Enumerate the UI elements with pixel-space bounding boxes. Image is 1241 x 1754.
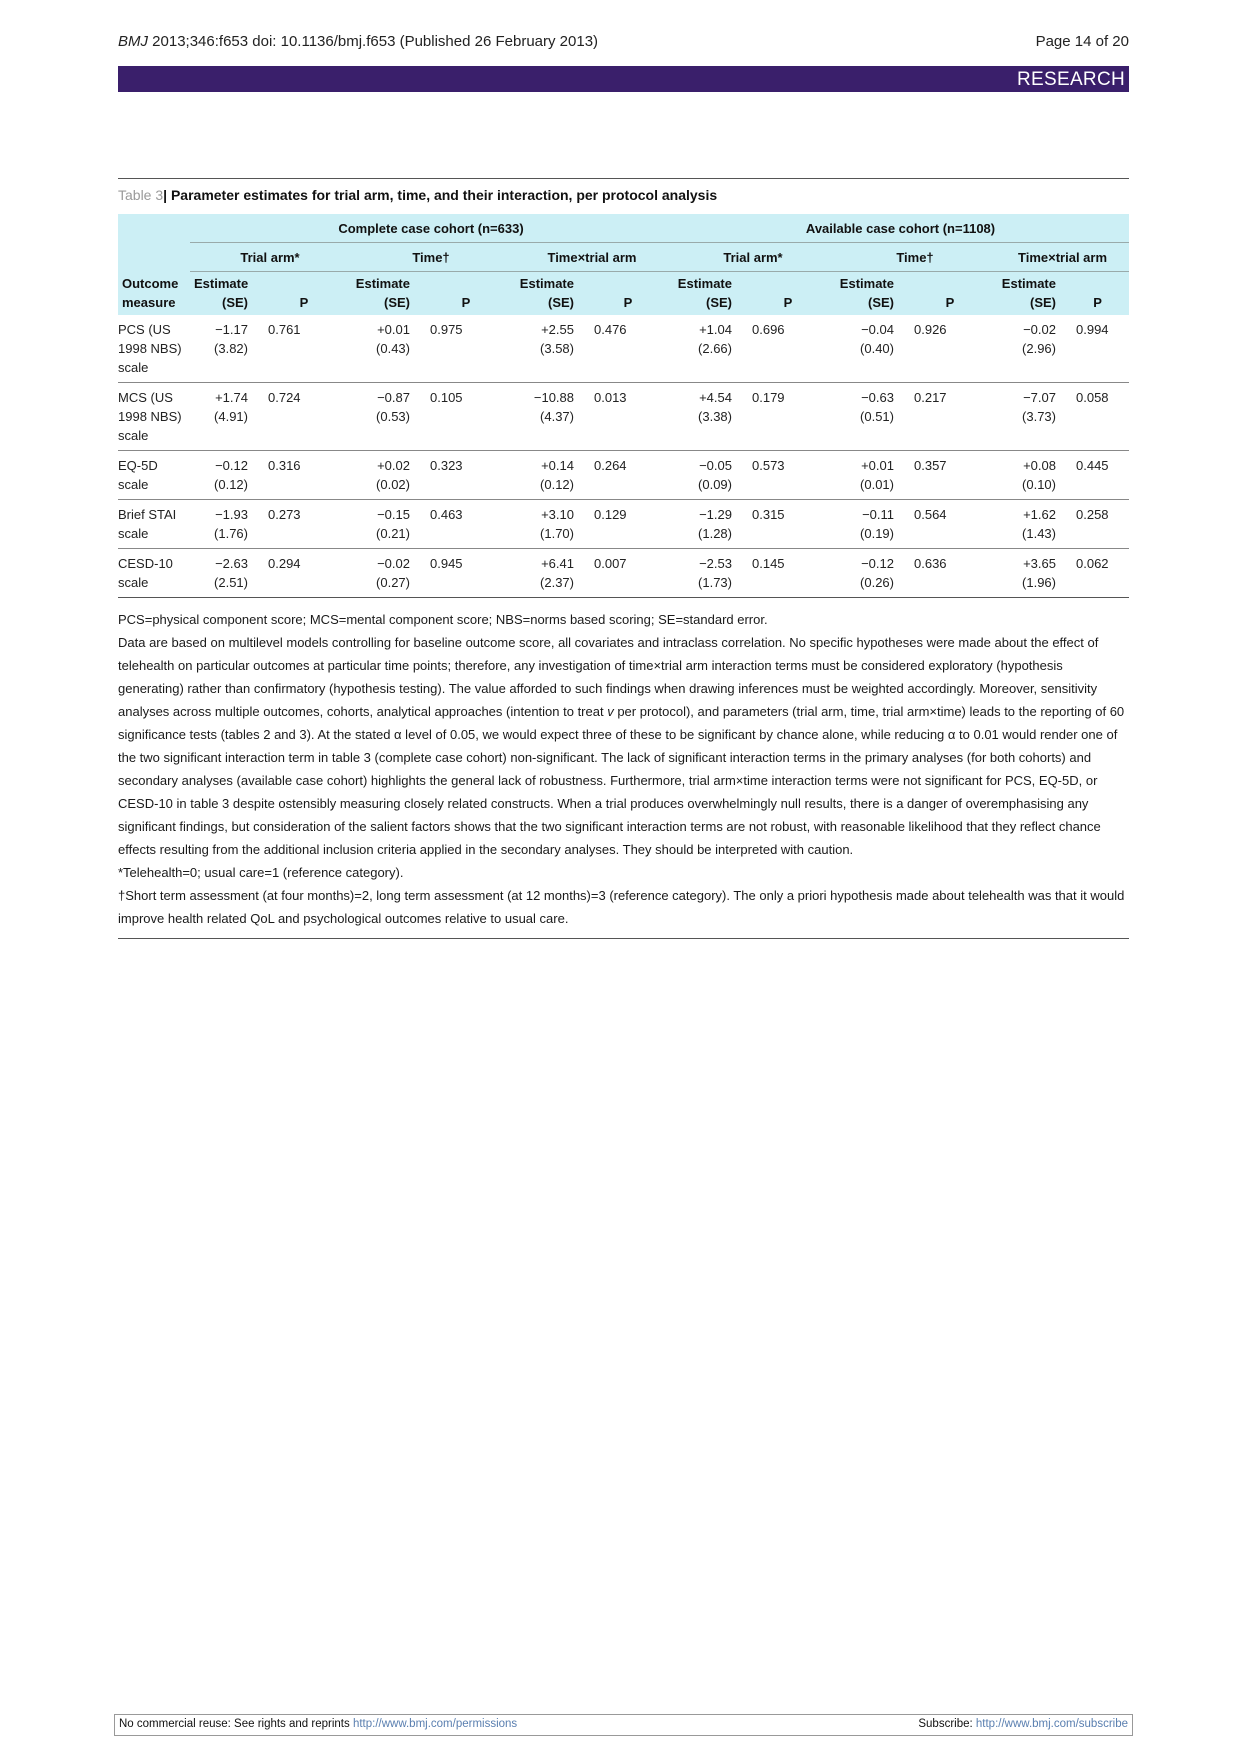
p-value-header: P xyxy=(1066,272,1129,316)
estimate-cell: +1.04 (2.66) xyxy=(698,322,732,356)
estimate-cell: +3.65 (1.96) xyxy=(1022,556,1056,590)
p-value-cell: 0.476 xyxy=(594,322,627,337)
p-value-cell: 0.062 xyxy=(1076,556,1109,571)
estimate-cell: −7.07 (3.73) xyxy=(1022,390,1056,424)
rights-note: No commercial reuse: See rights and reprints http://www.bmj.com/permissions xyxy=(119,1718,518,1730)
estimate-cell: −0.02 (0.27) xyxy=(376,556,410,590)
effect-header: Time×trial arm xyxy=(996,243,1129,272)
p-value-cell: 0.926 xyxy=(914,322,947,337)
cohort-header-complete: Complete case cohort (n=633) xyxy=(190,214,672,243)
journal-name: BMJ xyxy=(118,33,148,50)
estimate-cell: +0.02 (0.02) xyxy=(376,458,410,492)
estimate-cell: +6.41 (2.37) xyxy=(540,556,574,590)
p-value-header: P xyxy=(904,272,996,316)
p-value-header: P xyxy=(420,272,512,316)
table-label: Table 3 xyxy=(118,187,164,203)
p-value-cell: 0.273 xyxy=(268,507,301,522)
subscribe-link[interactable]: http://www.bmj.com/subscribe xyxy=(975,1718,1128,1730)
methods-note: Data are based on multilevel models controlling for baseline outcome score, all covariates and intraclass correlation. No specific hypotheses were made about the effect of telehealth on particular outcomes at particular time points; therefore, any investigation of time×trial arm interaction terms must be considered exploratory (hypothesis generating) rather than confirmatory (hypothesis testing). The value afforded to such findings when drawing inferences must be weighted accordingly. Moreover, sensitivity analyses across multiple outcomes, cohorts, analytical approaches (intention to treat v per protocol), and parameters (trial arm, time, trial arm×time) leads to the reporting of 60 significance tests (tables 2 and 3). At the stated α level of 0.05, we would expect three of these to be significant by chance alone, while reducing α to 0.01 would render one of the two significant interaction term in table 3 (complete case cohort) non-significant. The lack of significant interaction terms in the primary analyses (for both cohorts) and secondary analyses (available case cohort) highlights the general lack of robustness. Furthermore, trial arm×time interaction terms were not significant for PCS, EQ-5D, or CESD-10 in table 3 despite ostensibly measuring closely related constructs. When a trial produces overwhelmingly null results, there is a danger of overemphasising any significant findings, but consideration of the salient factors shows that the two significant interaction terms are not robust, with reasonable likelihood that they reflect chance effects resulting from the additional inclusion criteria applied in the secondary analyses. They should be interpreted with caution. xyxy=(118,635,1125,857)
table-caption xyxy=(118,187,1129,203)
estimate-cell: −0.63 (0.51) xyxy=(860,390,894,424)
footnote-trial-arm: *Telehealth=0; usual care=1 (reference category). xyxy=(118,865,404,880)
table-row xyxy=(118,500,1129,549)
permissions-link[interactable]: http://www.bmj.com/permissions xyxy=(352,1718,518,1730)
p-value-header: P xyxy=(258,272,350,316)
table-title: | Parameter estimates for trial arm, time, and their interaction, per protocol analysis xyxy=(163,187,718,203)
footnote-time: †Short term assessment (at four months)=2, long term assessment (at 12 months)=3 (reference category). The only a priori hypothesis made about telehealth was that it would improve health related QoL and psychological outcomes relative to usual care. xyxy=(118,888,1125,926)
page-footer xyxy=(114,1714,1133,1736)
table-row xyxy=(118,315,1129,383)
page-number: Page 14 of 20 xyxy=(1035,33,1129,50)
estimate-cell: +0.01 (0.01) xyxy=(860,458,894,492)
estimate-se-header: Estimate (SE) xyxy=(350,272,420,316)
p-value-header: P xyxy=(742,272,834,316)
estimate-cell: +0.14 (0.12) xyxy=(540,458,574,492)
effect-header: Trial arm* xyxy=(672,243,834,272)
p-value-cell: 0.145 xyxy=(752,556,785,571)
estimate-cell: −1.29 (1.28) xyxy=(698,507,732,541)
p-value-cell: 0.564 xyxy=(914,507,947,522)
table-container xyxy=(118,178,1129,598)
subscribe-note: Subscribe: http://www.bmj.com/subscribe xyxy=(918,1718,1128,1730)
results-table xyxy=(118,214,1129,598)
estimate-cell: +4.54 (3.38) xyxy=(698,390,732,424)
effect-header: Time† xyxy=(350,243,512,272)
estimate-se-header: Estimate (SE) xyxy=(512,272,584,316)
p-value-cell: 0.724 xyxy=(268,390,301,405)
estimate-cell: +2.55 (3.58) xyxy=(540,322,574,356)
p-value-cell: 0.994 xyxy=(1076,322,1109,337)
p-value-cell: 0.129 xyxy=(594,507,627,522)
p-value-cell: 0.105 xyxy=(430,390,463,405)
table-header xyxy=(118,214,1129,315)
table-row xyxy=(118,549,1129,598)
p-value-cell: 0.007 xyxy=(594,556,627,571)
table-row xyxy=(118,451,1129,500)
p-value-cell: 0.264 xyxy=(594,458,627,473)
estimate-cell: +1.62 (1.43) xyxy=(1022,507,1056,541)
estimate-cell: +3.10 (1.70) xyxy=(540,507,574,541)
outcome-measure-cell: Brief STAI scale xyxy=(118,507,177,541)
estimate-se-header: Estimate (SE) xyxy=(672,272,742,316)
notes-divider xyxy=(118,930,1129,939)
outcome-measure-cell: EQ-5D scale xyxy=(118,458,158,492)
p-value-cell: 0.636 xyxy=(914,556,947,571)
p-value-cell: 0.445 xyxy=(1076,458,1109,473)
estimate-se-header: Estimate (SE) xyxy=(996,272,1066,316)
p-value-cell: 0.975 xyxy=(430,322,463,337)
p-value-cell: 0.294 xyxy=(268,556,301,571)
estimate-cell: −0.11 (0.19) xyxy=(860,507,894,541)
estimate-cell: −2.53 (1.73) xyxy=(698,556,732,590)
outcome-measure-cell: CESD-10 scale xyxy=(118,556,173,590)
estimate-se-header: Estimate (SE) xyxy=(834,272,904,316)
p-value-cell: 0.761 xyxy=(268,322,301,337)
estimate-cell: −0.12 (0.26) xyxy=(860,556,894,590)
running-header xyxy=(118,33,1129,50)
p-value-header: P xyxy=(584,272,672,316)
p-value-cell: 0.058 xyxy=(1076,390,1109,405)
p-value-cell: 0.573 xyxy=(752,458,785,473)
p-value-cell: 0.357 xyxy=(914,458,947,473)
estimate-cell: −10.88 (4.37) xyxy=(533,390,574,424)
estimate-cell: +0.01 (0.43) xyxy=(376,322,410,356)
p-value-cell: 0.217 xyxy=(914,390,947,405)
effect-header: Trial arm* xyxy=(190,243,350,272)
table-notes xyxy=(118,608,1129,939)
table-body xyxy=(118,315,1129,598)
corner-cell xyxy=(118,243,190,272)
p-value-cell: 0.945 xyxy=(430,556,463,571)
estimate-se-header: Estimate (SE) xyxy=(190,272,258,316)
effect-header: Time† xyxy=(834,243,996,272)
effect-header: Time×trial arm xyxy=(512,243,672,272)
abbreviations-note: PCS=physical component score; MCS=mental component score; NBS=norms based scoring; SE=standard error. xyxy=(118,612,768,627)
p-value-cell: 0.315 xyxy=(752,507,785,522)
section-label: RESEARCH xyxy=(1017,69,1125,90)
estimate-cell: +0.08 (0.10) xyxy=(1022,458,1056,492)
section-banner xyxy=(118,66,1129,92)
table-row xyxy=(118,383,1129,451)
estimate-cell: −1.17 (3.82) xyxy=(214,322,248,356)
p-value-cell: 0.316 xyxy=(268,458,301,473)
p-value-cell: 0.013 xyxy=(594,390,627,405)
cohort-header-available: Available case cohort (n=1108) xyxy=(672,214,1129,243)
estimate-cell: −0.05 (0.09) xyxy=(698,458,732,492)
corner-cell xyxy=(118,214,190,243)
p-value-cell: 0.323 xyxy=(430,458,463,473)
estimate-cell: −0.02 (2.96) xyxy=(1022,322,1056,356)
estimate-cell: −0.04 (0.40) xyxy=(860,322,894,356)
p-value-cell: 0.258 xyxy=(1076,507,1109,522)
estimate-cell: −0.15 (0.21) xyxy=(376,507,410,541)
outcome-measure-cell: PCS (US 1998 NBS) scale xyxy=(118,322,182,375)
citation: 2013;346:f653 doi: 10.1136/bmj.f653 (Published 26 February 2013) xyxy=(148,33,599,50)
outcome-measure-cell: MCS (US 1998 NBS) scale xyxy=(118,390,182,443)
outcome-measure-header: Outcome measure xyxy=(118,272,190,316)
estimate-cell: +1.74 (4.91) xyxy=(214,390,248,424)
estimate-cell: −2.63 (2.51) xyxy=(214,556,248,590)
estimate-cell: −1.93 (1.76) xyxy=(214,507,248,541)
estimate-cell: −0.87 (0.53) xyxy=(376,390,410,424)
p-value-cell: 0.463 xyxy=(430,507,463,522)
p-value-cell: 0.179 xyxy=(752,390,785,405)
estimate-cell: −0.12 (0.12) xyxy=(214,458,248,492)
p-value-cell: 0.696 xyxy=(752,322,785,337)
